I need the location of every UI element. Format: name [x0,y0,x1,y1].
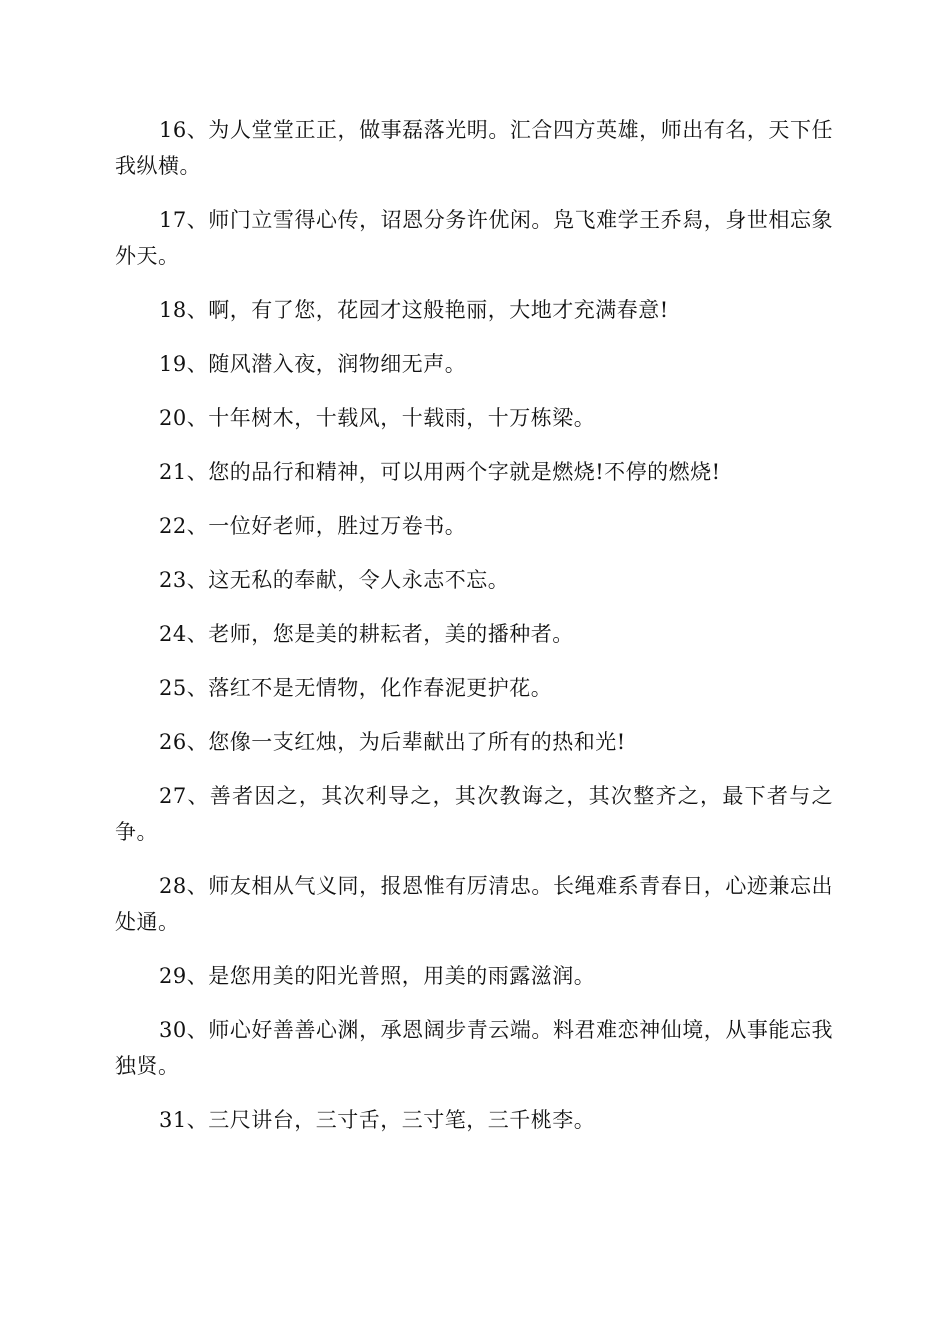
paragraph-27: 27、善者因之，其次利导之，其次教诲之，其次整齐之，最下者与之争。 [115,784,833,844]
paragraph-26: 26、您像一支红烛，为后辈献出了所有的热和光! [159,730,626,754]
paragraph-30: 30、师心好善善心渊，承恩阔步青云端。料君难恋神仙境，从事能忘我独贤。 [115,1018,833,1078]
paragraph-21: 21、您的品行和精神，可以用两个字就是燃烧!不停的燃烧! [159,460,721,484]
document-body [115,112,833,1156]
paragraph-23: 23、这无私的奉献，令人永志不忘。 [159,568,510,592]
paragraph-16: 16、为人堂堂正正，做事磊落光明。汇合四方英雄，师出有名，天下任我纵横。 [115,118,833,178]
paragraph-17: 17、师门立雪得心传，诏恩分务许优闲。凫飞难学王乔舄，身世相忘象外天。 [115,208,833,268]
paragraph-25: 25、落红不是无情物，化作春泥更护花。 [159,676,553,700]
paragraph-19: 19、随风潜入夜，润物细无声。 [159,352,467,376]
paragraph-29: 29、是您用美的阳光普照，用美的雨露滋润。 [159,964,596,988]
paragraph-18: 18、啊，有了您，花园才这般艳丽，大地才充满春意! [159,298,669,322]
paragraph-28: 28、师友相从气义同，报恩惟有厉清忠。长绳难系青春日，心迹兼忘出处通。 [115,874,833,934]
paragraph-31: 31、三尺讲台，三寸舌，三寸笔，三千桃李。 [159,1108,596,1132]
paragraph-22: 22、一位好老师，胜过万卷书。 [159,514,467,538]
paragraph-24: 24、老师，您是美的耕耘者，美的播种者。 [159,622,574,646]
paragraph-20: 20、十年树木，十载风，十载雨，十万栋梁。 [159,406,596,430]
